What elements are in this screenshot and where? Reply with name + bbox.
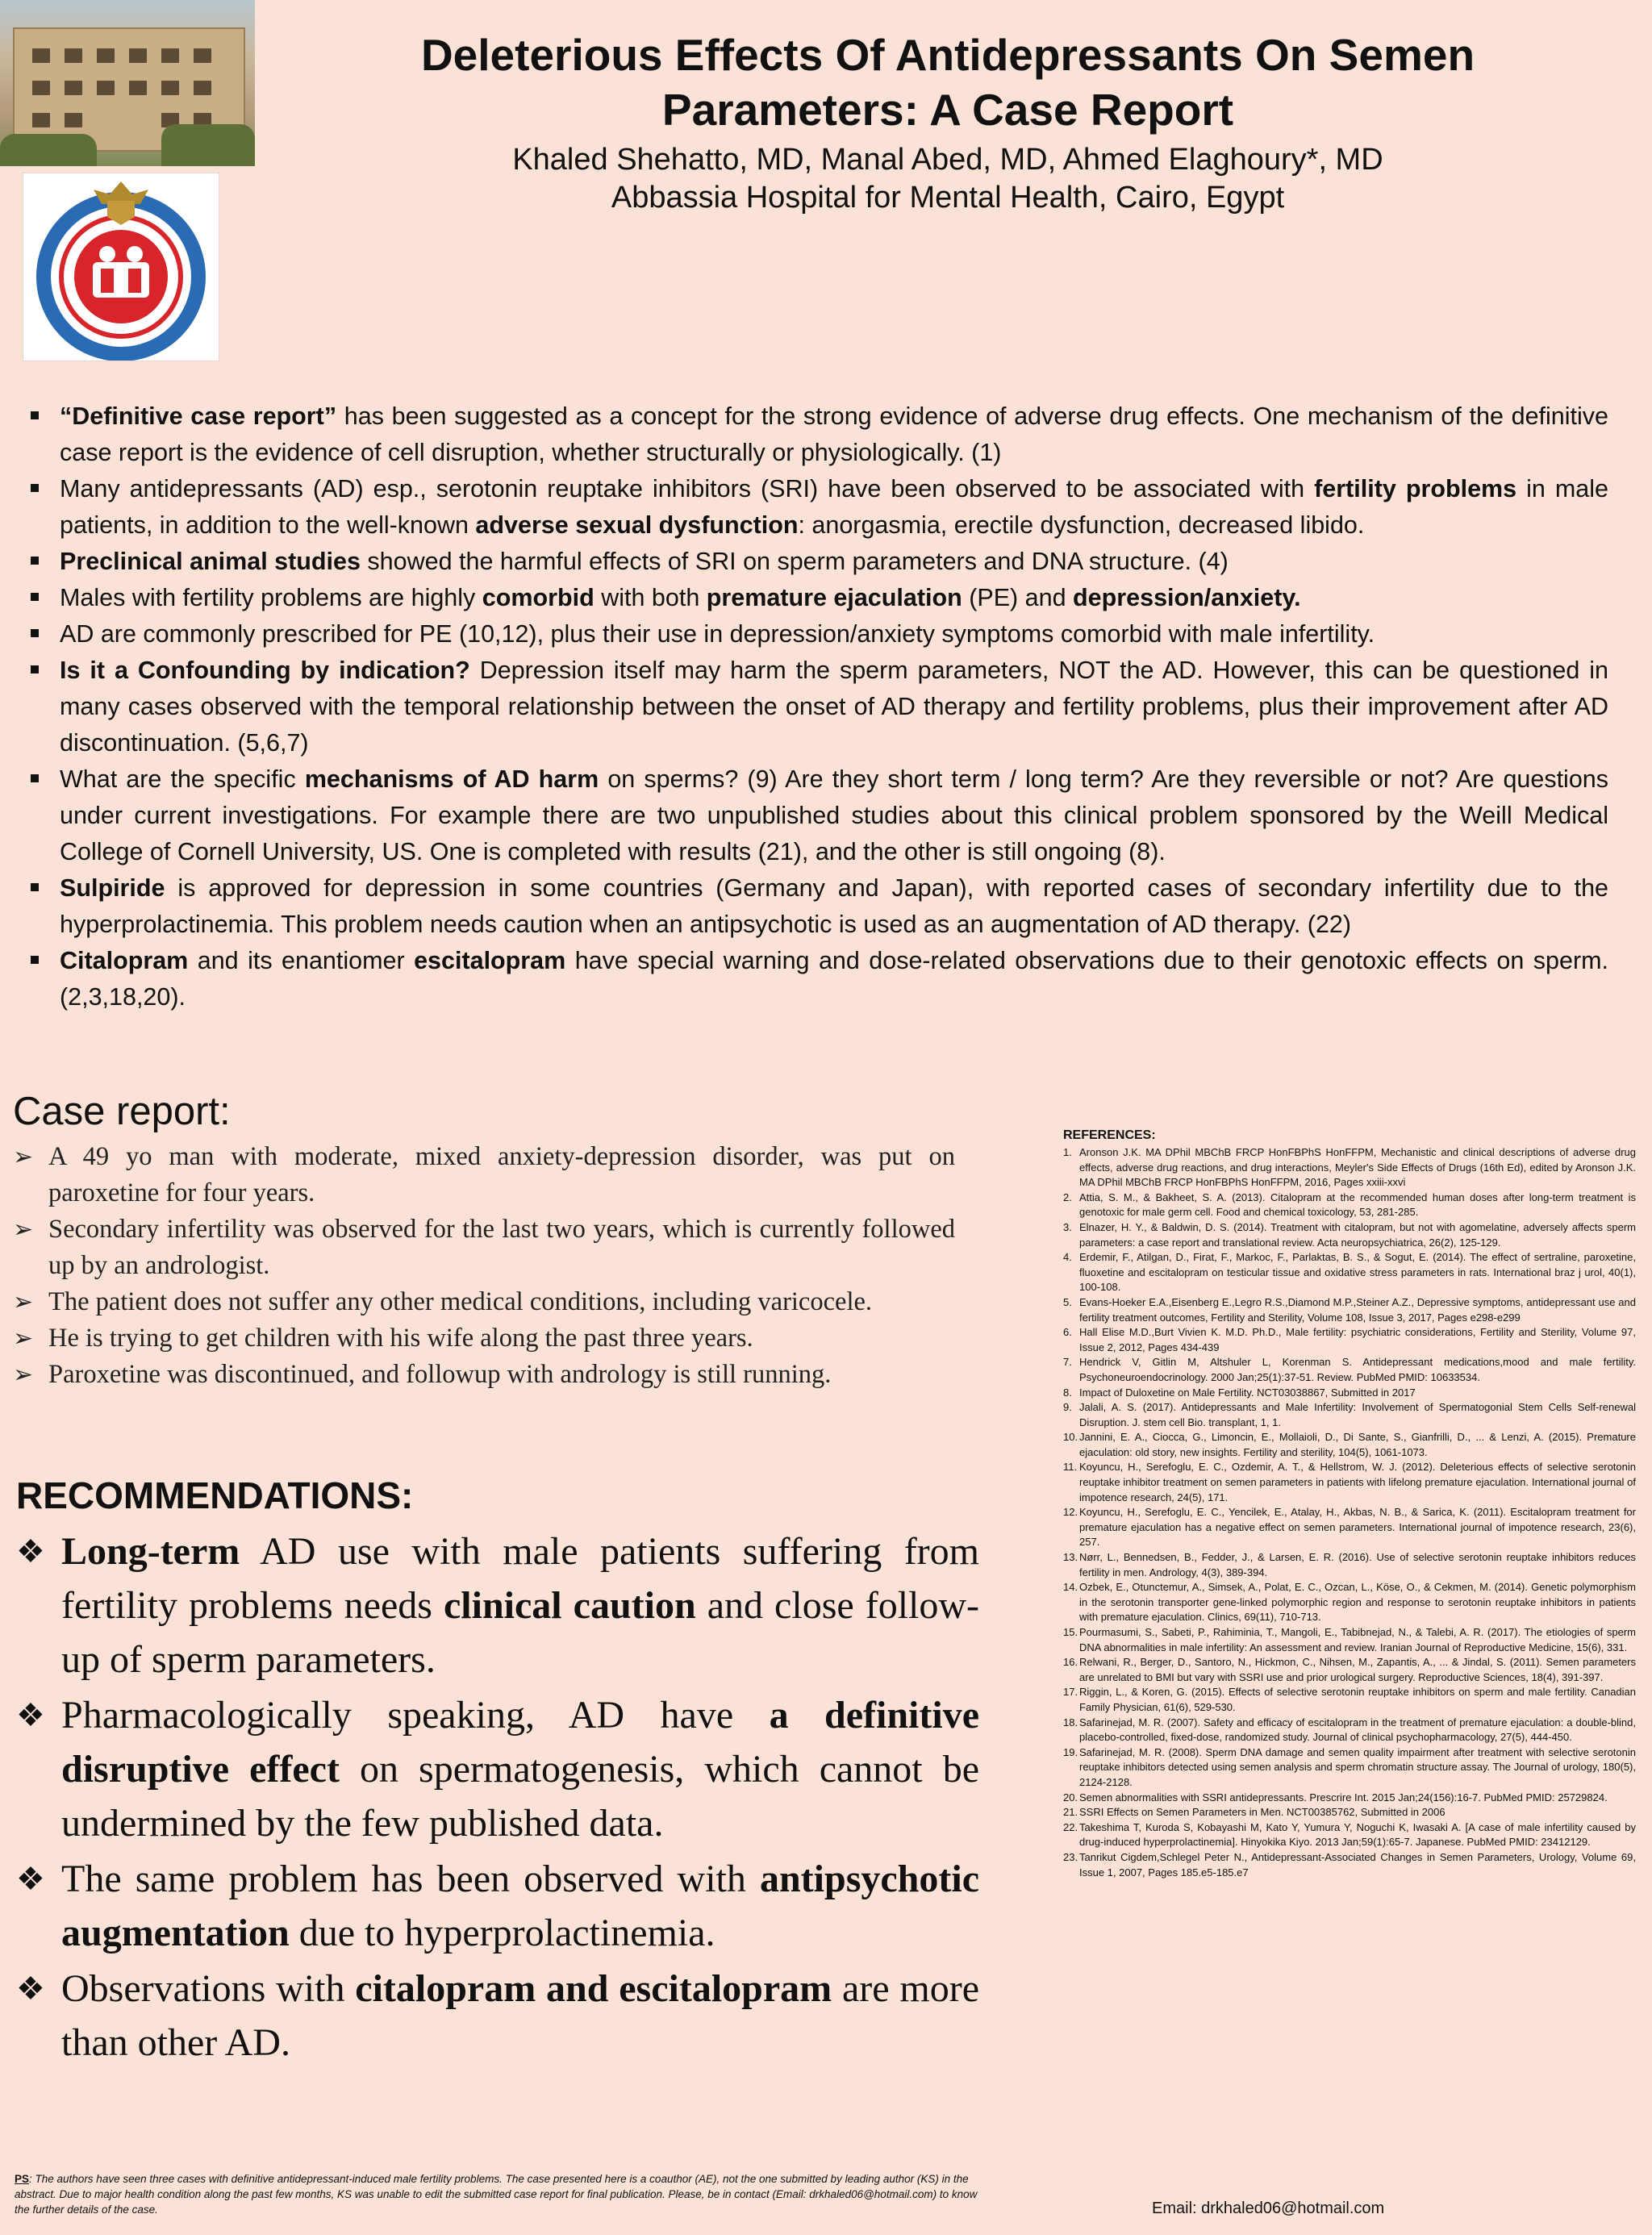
reference-item: 8. Impact of Duloxetine on Male Fertility. NCT03038867, Submitted in 2017 xyxy=(1063,1386,1416,1399)
arrow-bullet-icon: ➢ xyxy=(13,1325,34,1352)
case-report-item: ➢ Paroxetine was discontinued, and followup with andrology is still running. xyxy=(13,1357,955,1393)
square-bullet-icon xyxy=(31,883,39,891)
reference-item: 22. Takeshima T, Kuroda S, Kobayashi M, Kato Y, Yumura Y, Noguchi K, Iwasaki A. [A case of male infertility caused by drug-induced hyperprolactinemia]. Hinyokika Kiyo. 2013 Jan;59(1):65-7. Japanese. PubMed PMID: 23412129. xyxy=(1063,1820,1636,1849)
intro-item: Sulpiride is approved for depression in some countries (Germany and Japan), with reported cases of secondary infertility due to the hyperprolactinemia. This problem needs caution when an antipsychotic is used as an augmentation of AD therapy. (22) xyxy=(29,870,1608,943)
intro-item: Males with fertility problems are highly comorbid with both premature ejaculation (PE) and depression/anxiety. xyxy=(29,580,1608,616)
intro-item: Many antidepressants (AD) esp., serotonin reuptake inhibitors (SRI) have been observed to be associated with fertility problems in male patients, in addition to the well-known adverse sexual dysfunction: anorgasmia, erectile dysfunction, decreased libido. xyxy=(29,471,1608,544)
references-heading: REFERENCES: xyxy=(1063,1128,1156,1142)
reference-item: 3. Elnazer, H. Y., & Baldwin, D. S. (2014). Treatment with citalopram, but not with agomelatine, adversely affects sperm parameters: a case report and translational review. Acta neuropsychiatrica, 26(2), 125-129. xyxy=(1063,1220,1636,1249)
reference-item: 9. Jalali, A. S. (2017). Antidepressants and Male Infertility: Involvement of Spermatogonial Stem Cells Self-renewal Disruption. J. stem cell Bio. transplant, 1, 1. xyxy=(1063,1401,1636,1428)
ministry-logo xyxy=(23,173,219,361)
reference-item: 19. Safarinejad, M. R. (2008). Sperm DNA damage and semen quality impairment after treatment with selective serotonin reuptake inhibitors detected using semen analysis and sperm chromatin structure assay. The Journal of urology, 180(5), 2124-2128. xyxy=(1063,1745,1636,1788)
intro-item: Citalopram and its enantiomer escitalopram have special warning and dose-related observations due to their genotoxic effects on sperm. (2,3,18,20). xyxy=(29,943,1608,1015)
square-bullet-icon xyxy=(31,593,39,601)
title-line-1: Deleterious Effects Of Antidepressants On Semen xyxy=(420,30,1475,80)
ps-text: : The authors have seen three cases with definitive antidepressant-induced male fertility problems. The case presented here is a coauthor (AE), not the one submitted by leading author (KS) in the abstract. Due to major health condition along the past few months, KS was unable to edit the submitted case report for final publication. Please, be in contact (Email: drkhaled06@hotmail.com) to know the further details of the case. xyxy=(15,2173,978,2216)
diamond-bullet-icon: ❖ xyxy=(16,1533,45,1570)
diamond-bullet-icon: ❖ xyxy=(16,1861,45,1897)
arrow-bullet-icon: ➢ xyxy=(13,1144,34,1170)
reference-item: 15. Pourmasumi, S., Sabeti, P., Rahiminia, T., Mangoli, E., Tabibnejad, N., & Talebi, A. R. (2017). The etiologies of sperm DNA abnormalities in male infertility: An assessment and review. Iranian Journal of Reproductive Medicine, 15(6), 331. xyxy=(1063,1626,1636,1653)
reference-item: 4. Erdemir, F., Atilgan, D., Firat, F., Markoc, F., Parlaktas, B. S., & Sogut, E. (2014). The effect of sertraline, paroxetine, fluoxetine and escitalopram on testicular tissue and oxidative stress parameters in rats. International braz j urol, 40(1), 100-108. xyxy=(1063,1251,1636,1294)
poster-title xyxy=(282,27,1613,137)
recommendation-item: ❖ Pharmacologically speaking, AD have a definitive disruptive effect on spermatogenesis, which cannot be undermined by the few published data. xyxy=(16,1688,979,1850)
contact-email[interactable]: Email: drkhaled06@hotmail.com xyxy=(1152,2200,1385,2217)
reference-item: 1. Aronson J.K. MA DPhil MBChB FRCP HonFBPhS HonFFPM, Mechanistic and clinical descriptions of adverse drug effects, adverse drug reactions, and drug interactions, Meyler's Side Effects of Drugs (16th Ed), edited by Aronson J.K. MA DPhil MBChB FRCP HonFBPhS HonFFPM, 2016, Pages xxiii-xxvi xyxy=(1063,1146,1636,1189)
case-report-item: ➢ Secondary infertility was observed for the last two years, which is currently followed up by an andrologist. xyxy=(13,1211,955,1284)
hospital-building-photo xyxy=(0,0,255,166)
intro-item: What are the specific mechanisms of AD harm on sperms? (9) Are they short term / long term? Are they reversible or not? Are questions under current investigations. For example there are two unpublished studies about this clinical problem sponsored by the Weill Medical College of Cornell University, US. One is completed with results (21), and the other is still ongoing (8). xyxy=(29,761,1608,870)
reference-item: 16. Relwani, R., Berger, D., Santoro, N., Hickmon, C., Nihsen, M., Zapantis, A., ... & Jindal, S. (2011). Semen parameters are unrelated to BMI but vary with SSRI use and prior urological surgery. Reproductive Sciences, 18(4), 391-397. xyxy=(1063,1656,1636,1683)
reference-item: 2. Attia, S. M., & Bakheet, S. A. (2013). Citalopram at the recommended human doses after long-term treatment is genotoxic for male germ cell. Food and chemical toxicology, 53, 281-285. xyxy=(1063,1190,1636,1219)
reference-item: 10. Jannini, E. A., Ciocca, G., Limoncin, E., Mollaioli, D., Di Sante, S., Gianfrilli, D., ... & Lenzi, A. (2015). Premature ejaculation: old story, new insights. Fertility and sterility, 104(5), 1061-1073. xyxy=(1063,1431,1636,1458)
square-bullet-icon xyxy=(31,557,39,565)
recommendations-heading: RECOMMENDATIONS: xyxy=(16,1474,414,1516)
arrow-bullet-icon: ➢ xyxy=(13,1361,34,1388)
intro-bullet-list xyxy=(29,398,1608,1015)
square-bullet-icon xyxy=(31,665,39,673)
ps-label: PS xyxy=(15,2173,30,2185)
diamond-bullet-icon: ❖ xyxy=(16,1697,45,1733)
affiliation: Abbassia Hospital for Mental Health, Cairo, Egypt xyxy=(611,181,1285,215)
recommendation-item: ❖ Long-term AD use with male patients suffering from fertility problems needs clinical caution and close follow-up of sperm parameters. xyxy=(16,1524,979,1687)
reference-item: 5. Evans-Hoeker E.A.,Eisenberg E.,Legro R.S.,Diamond M.P.,Steiner A.Z., Depressive symptoms, antidepressant use and fertility treatment outcomes, Fertility and Sterility, Volume 108, Issue 3, 2017, Pages e298-e299 xyxy=(1063,1295,1636,1324)
square-bullet-icon xyxy=(31,411,39,419)
case-report-item: ➢ The patient does not suffer any other medical conditions, including varicocele. xyxy=(13,1284,955,1320)
recommendation-item: ❖ Observations with citalopram and escitalopram are more than other AD. xyxy=(16,1962,979,2070)
reference-item: 23. Tanrikut Cigdem,Schlegel Peter N., Antidepressant-Associated Changes in Semen Parameters, Urology, Volume 69, Issue 1, 2007, Pages 185.e5-185.e7 xyxy=(1063,1850,1636,1878)
square-bullet-icon xyxy=(31,774,39,782)
arrow-bullet-icon: ➢ xyxy=(13,1289,34,1316)
reference-item: 11. Koyuncu, H., Serefoglu, E. C., Ozdemir, A. T., & Hellstrom, W. J. (2012). Deleterious effects of selective serotonin reuptake inhibitor treatment on semen parameters in patients with lifelong premature ejaculation. International journal of impotence research, 24(5), 171. xyxy=(1063,1461,1636,1503)
intro-item: “Definitive case report” has been suggested as a concept for the strong evidence of adverse drug effects. One mechanism of the definitive case report is the evidence of cell disruption, whether structurally or physiologically. (1) xyxy=(29,398,1608,471)
reference-item: 18. Safarinejad, M. R. (2007). Safety and efficacy of escitalopram in the treatment of premature ejaculation: a double-blind, placebo-controlled, fixed-dose, randomized study. Journal of clinical psychopharmacology, 27(5), 444-450. xyxy=(1063,1716,1636,1744)
references-list xyxy=(1063,1145,1636,1880)
reference-item: 7. Hendrick V, Gitlin M, Altshuler L, Korenman S. Antidepressant medications,mood and male fertility. Psychoneuroendocrinology. 2000 Jan;25(1):37-51. Review. PubMed PMID: 10633534. xyxy=(1063,1356,1636,1383)
case-report-item: ➢ A 49 yo man with moderate, mixed anxiety-depression disorder, was put on paroxetine for four years. xyxy=(13,1139,955,1211)
reference-item: 12. Koyuncu, H., Serefoglu, E. C., Yencilek, E., Atalay, H., Akbas, N. B., & Sarica, K. (2011). Escitalopram treatment for premature ejaculation has a negative effect on semen parameters. International journal of impotence research, 23(6), 257. xyxy=(1063,1506,1636,1549)
case-report-item: ➢ He is trying to get children with his wife along the past three years. xyxy=(13,1320,955,1357)
recommendation-item: ❖ The same problem has been observed with antipsychotic augmentation due to hyperprolactinemia. xyxy=(16,1852,979,1960)
intro-item: AD are commonly prescribed for PE (10,12), plus their use in depression/anxiety symptoms comorbid with male infertility. xyxy=(29,616,1608,653)
case-report-heading: Case report: xyxy=(13,1090,231,1133)
square-bullet-icon xyxy=(31,629,39,637)
square-bullet-icon xyxy=(31,484,39,492)
intro-item: Preclinical animal studies showed the harmful effects of SRI on sperm parameters and DNA structure. (4) xyxy=(29,544,1608,580)
reference-item: 20. Semen abnormalities with SSRI antidepressants. Prescrire Int. 2015 Jan;24(156):16-7. PubMed PMID: 25729824. xyxy=(1063,1791,1608,1803)
diamond-bullet-icon: ❖ xyxy=(16,1970,45,2007)
intro-item: Is it a Confounding by indication? Depression itself may harm the sperm parameters, NOT the AD. However, this can be questioned in many cases observed with the temporal relationship between the onset of AD therapy and fertility problems, plus their improvement after AD discontinuation. (5,6,7) xyxy=(29,653,1608,761)
authors: Khaled Shehatto, MD, Manal Abed, MD, Ahmed Elaghoury*, MD xyxy=(512,143,1383,177)
ps-note xyxy=(15,2171,986,2217)
reference-item: 17. Riggin, L., & Koren, G. (2015). Effects of selective serotonin reuptake inhibitors on sperm and male fertility. Canadian Family Physician, 61(6), 529-530. xyxy=(1063,1686,1636,1713)
square-bullet-icon xyxy=(31,956,39,964)
reference-item: 21. SSRI Effects on Semen Parameters in Men. NCT00385762, Submitted in 2006 xyxy=(1063,1806,1446,1819)
case-report-list xyxy=(13,1139,955,1393)
reference-item: 14. Ozbek, E., Otunctemur, A., Simsek, A., Polat, E. C., Ozcan, L., Köse, O., & Cekmen, M. (2014). Genetic polymorphism in the serotonin transporter gene-linked polymorphic region and response to serotonin reuptake inhibitors in patients with premature ejaculation. Clinics, 69(11), 710-713. xyxy=(1063,1581,1636,1624)
title-line-2: Parameters: A Case Report xyxy=(661,85,1234,135)
recommendations-list xyxy=(16,1524,979,2071)
arrow-bullet-icon: ➢ xyxy=(13,1216,34,1243)
reference-item: 6. Hall Elise M.D.,Burt Vivien K. M.D. Ph.D., Male fertility: psychiatric considerations, Fertility and Sterility, Volume 97, Issue 2, 2012, Pages 434-439 xyxy=(1063,1326,1636,1353)
reference-item: 13. Nørr, L., Bennedsen, B., Fedder, J., & Larsen, E. R. (2016). Use of selective serotonin reuptake inhibitors reduces fertility in men. Andrology, 4(3), 389-394. xyxy=(1063,1551,1636,1578)
